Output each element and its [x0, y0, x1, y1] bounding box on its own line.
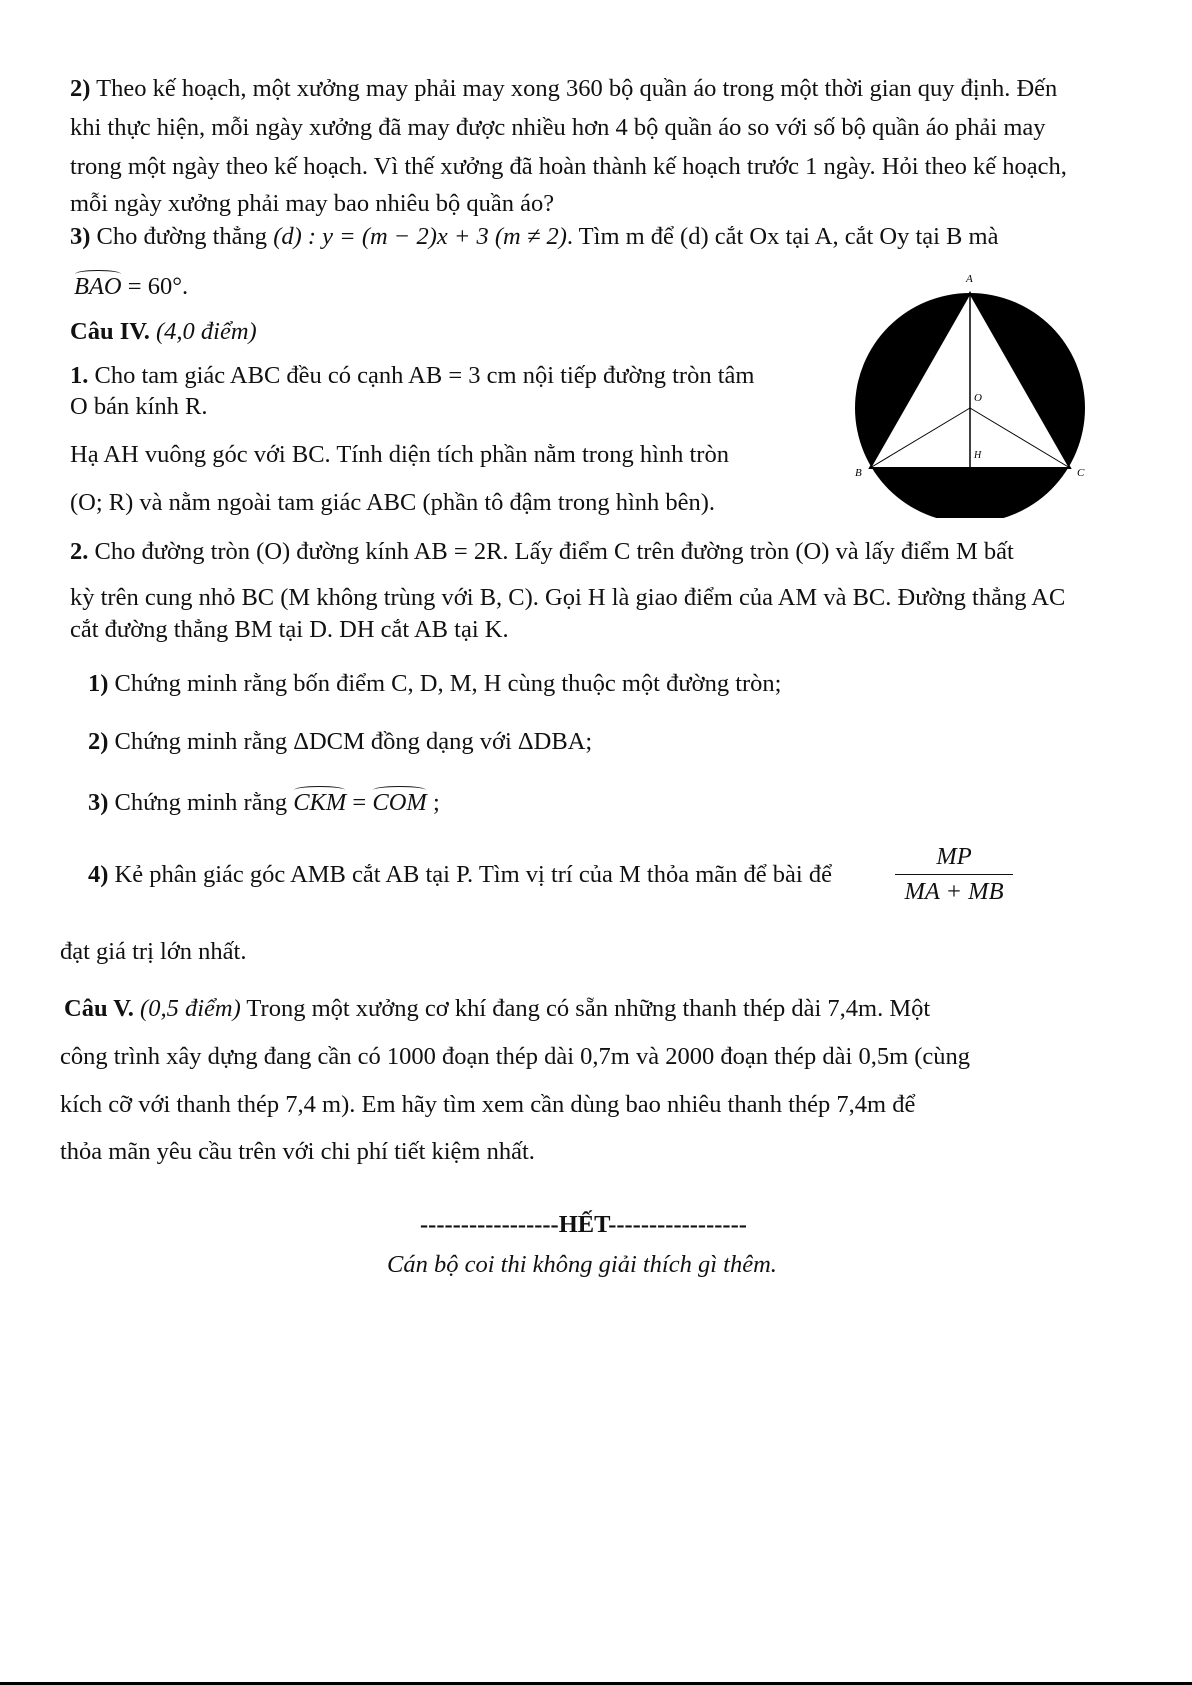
fraction-mp-over-ma-mb: MP MA + MB [895, 842, 1013, 907]
q2-line-1: 2) Theo kế hoạch, một xưởng may phải may xong 360 bộ quần áo trong một thời gian quy định. Đến [70, 75, 1058, 102]
sub-question-2: 2) Chứng minh rằng ΔDCM đồng dạng với ΔDBA; [88, 728, 593, 755]
angle-com: COM [372, 789, 427, 816]
p2-line-3: cắt đường thẳng BM tại D. DH cắt AB tại K. [70, 616, 509, 643]
angle-bao: BAO [74, 273, 122, 300]
inscribed-triangle-figure [845, 268, 1105, 518]
sub-question-3: 3) Chứng minh rằng CKM = COM ; [88, 789, 440, 816]
problem-iv-heading: Câu IV. (4,0 điểm) [70, 318, 257, 345]
problem-v-line-1: Câu V. (0,5 điểm) Trong một xưởng cơ khí đang có sẵn những thanh thép dài 7,4m. Một [64, 995, 931, 1022]
label-side: 3 cm [907, 366, 925, 376]
q2-line-3: trong một ngày theo kế hoạch. Vì thế xưởng đã hoàn thành kế hoạch trước 1 ngày. Hỏi theo kế hoạch, [70, 153, 1067, 180]
sub-question-1: 1) Chứng minh rằng bốn điểm C, D, M, H cùng thuộc một đường tròn; [88, 670, 782, 697]
label-h: H [974, 450, 982, 461]
label-c: C [1077, 467, 1085, 479]
q3-line-2: BAO = 60°. [74, 273, 189, 300]
problem-v-line-4: thỏa mãn yêu cầu trên với chi phí tiết kiệm nhất. [60, 1138, 535, 1165]
p2-line-1: 2. Cho đường tròn (O) đường kính AB = 2R. Lấy điểm C trên đường tròn (O) và lấy điểm M bất [70, 538, 1014, 565]
angle-ckm: CKM [293, 789, 347, 816]
label-o: O [974, 392, 982, 404]
proctor-note: Cán bộ coi thi không giải thích gì thêm. [387, 1251, 777, 1278]
q2-line-4: mỗi ngày xưởng phải may bao nhiêu bộ quần áo? [70, 190, 555, 217]
end-mark: -----------------HẾT----------------- [420, 1211, 747, 1238]
q3-line-1: 3) Cho đường thẳng (d) : y = (m − 2)x + 3 (m ≠ 2). Tìm m để (d) cắt Ox tại A, cắt Oy tại B mà [70, 223, 999, 250]
q2-line-2: khi thực hiện, mỗi ngày xưởng đã may được nhiều hơn 4 bộ quần áo so với số bộ quần áo phải may [70, 114, 1046, 141]
p1-line-4: (O; R) và nằm ngoài tam giác ABC (phần tô đậm trong hình bên). [70, 489, 716, 516]
problem-v-line-2: công trình xây dựng đang cần có 1000 đoạn thép dài 0,7m và 2000 đoạn thép dài 0,5m (cùng [60, 1043, 971, 1070]
p1-line-2: O bán kính R. [70, 393, 208, 420]
q2-number: 2) [70, 75, 91, 102]
problem-v-line-3: kích cỡ với thanh thép 7,4 m). Em hãy tìm xem cần dùng bao nhiêu thanh thép 7,4m để [60, 1091, 916, 1118]
p1-line-3: Hạ AH vuông góc với BC. Tính diện tích phần nằm trong hình tròn [70, 441, 729, 468]
sub-question-4-end: đạt giá trị lớn nhất. [60, 938, 247, 965]
label-b: B [855, 467, 862, 479]
sub-question-4: 4) Kẻ phân giác góc AMB cắt AB tại P. Tìm vị trí của M thỏa mãn để bài để [88, 861, 832, 888]
p2-line-2: kỳ trên cung nhỏ BC (M không trùng với B, C). Gọi H là giao điểm của AM và BC. Đường thẳng AC [70, 584, 1066, 611]
label-a: A [966, 273, 973, 285]
p1-line-1: 1. Cho tam giác ABC đều có cạnh AB = 3 cm nội tiếp đường tròn tâm [70, 362, 755, 389]
